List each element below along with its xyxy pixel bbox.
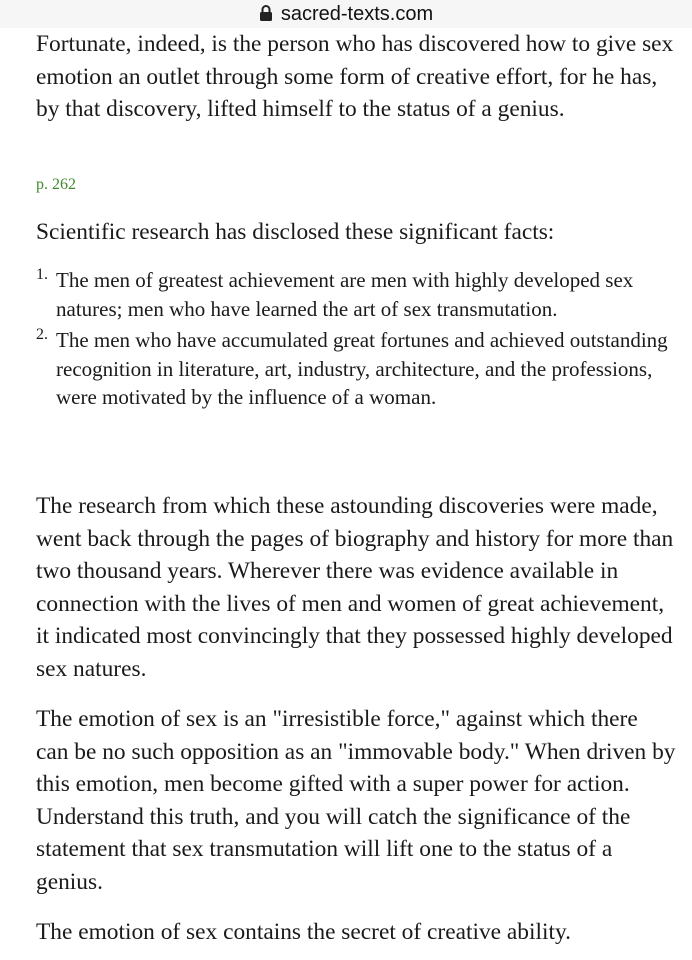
- paragraph-research-history: The research from which these astounding discoveries were made, went back through the pages of biography and history for more than two thousand years. Wherever there was evidence available in connection with the lives of men and women of great achievement, it indicated most convincingly that they possessed highly developed sex natures.: [36, 493, 674, 682]
- address-bar[interactable]: [0, 0, 692, 28]
- list-item-number: 1.: [36, 266, 48, 283]
- list-item-text: The men of greatest achievement are men with highly developed sex natures; men who have learned the art of sex transmutation.: [56, 268, 634, 321]
- list-item: [36, 266, 676, 323]
- paragraph-irresistible-force: The emotion of sex is an "irresistible force," against which there can be no such opposition as an "immovable body." When driven by this emotion, men become gifted with a super power for action. Understand this truth, and you will catch the significance of the statement that sex transmutation will lift one to the status of a genius.: [36, 706, 676, 895]
- paragraph-scientific-research: Scientific research has disclosed these significant facts:: [36, 219, 555, 245]
- facts-list: [36, 266, 676, 412]
- lock-icon: [259, 4, 273, 22]
- url-label[interactable]: sacred-texts.com: [280, 2, 434, 25]
- list-item: [36, 326, 676, 412]
- list-item-number: 2.: [36, 326, 48, 343]
- list-item-text: The men who have accumulated great fortunes and achieved outstanding recognition in literature, art, industry, architecture, and the professions, were motivated by the influence of a woman.: [56, 328, 668, 409]
- paragraph-creative-ability: The emotion of sex contains the secret of creative ability.: [36, 919, 571, 945]
- page-number-link[interactable]: p. 262: [36, 176, 76, 193]
- paragraph-fortunate: Fortunate, indeed, is the person who has discovered how to give sex emotion an outlet through some form of creative effort, for he has, by that discovery, lifted himself to the status of a genius.: [36, 31, 674, 123]
